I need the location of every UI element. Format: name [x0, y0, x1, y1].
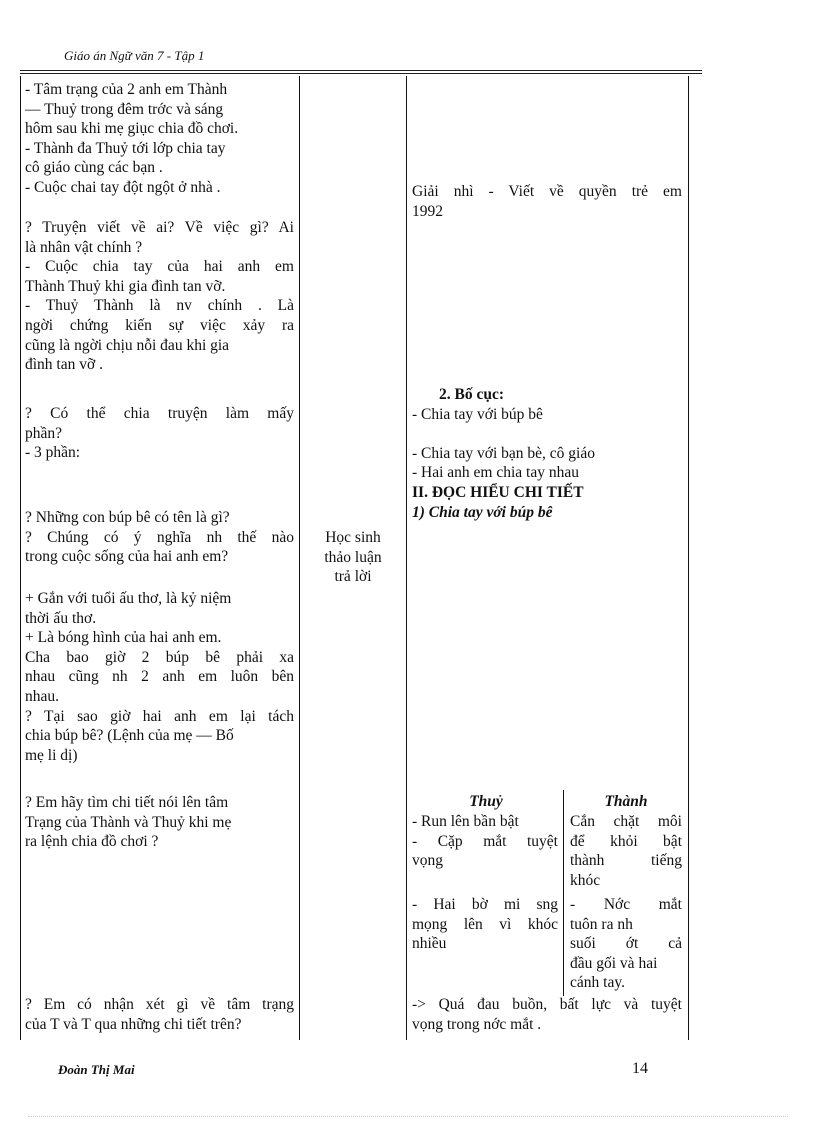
table-border-left: [20, 76, 21, 1040]
col1-block1: - Tâm trạng của 2 anh em Thành — Thuỷ trong đêm trớc và sáng hôm sau khi mẹ giục chia đồ chơi. - Thành đa Thuỷ tới lớp chia tay cô giáo cùng các bạn . - Cuộc chai tay đột ngột ở nhà .: [25, 81, 239, 196]
section-heading: II. ĐỌC HIỂU CHI TIẾT: [412, 483, 584, 501]
thuy-details-a: - Run lên bần bật - Cặp mắt tuyệt vọng: [412, 813, 558, 870]
page-number: 14: [632, 1060, 648, 1077]
thanh-details-b: - Nớc mắt tuôn ra nh suối ớt cả đầu gối và hai cánh tay.: [570, 896, 682, 992]
col1-block4: ? Những con búp bê có tên là gì? ? Chúng có ý nghĩa nh thế nào trong cuộc sống của hai anh em?: [25, 509, 294, 566]
col2-student-activity: Học sinh thảo luận trả lời: [324, 529, 382, 586]
page-header: Giáo án Ngữ văn 7 - Tập 1: [64, 48, 205, 63]
thuy-header: Thuỷ: [469, 793, 503, 810]
table-border-right: [688, 76, 689, 1040]
subsection-heading: 1) Chia tay với búp bê: [412, 503, 553, 521]
thanh-header: Thành: [604, 793, 648, 810]
col1-block7: ? Em có nhận xét gì về tâm trạng của T và T qua những chi tiết trên?: [25, 996, 294, 1033]
col1-block3: ? Có thể chia truyện làm mấy phần? - 3 phần:: [25, 405, 294, 462]
compare-divider: [563, 790, 564, 996]
footer-author: Đoàn Thị Mai: [58, 1062, 135, 1077]
footer-dotted-rule: [28, 1116, 788, 1117]
header-rule-top: [20, 70, 702, 71]
header-rule-bottom: [20, 73, 702, 74]
col3-layout: 2. Bố cục: - Chia tay với búp bê - Chia tay với bạn bè, cô giáo - Hai anh em chia tay nhau II. ĐỌC HIỂU CHI TIẾT 1) Chia tay với búp bê: [412, 385, 682, 522]
col1-block6: ? Em hãy tìm chi tiết nói lên tâm Trạng của Thành và Thuỷ khi mẹ ra lệnh chia đồ chơi ?: [25, 794, 232, 851]
col3-conclusion: -> Quá đau buồn, bất lực và tuyệt vọng trong nớc mắt .: [412, 996, 682, 1033]
table-divider-2: [406, 76, 407, 1040]
col3-award: Giải nhì - Viết về quyền trẻ em 1992: [412, 183, 682, 220]
col1-block5: + Gắn với tuổi ấu thơ, là kỷ niệm thời ấu thơ. + Là bóng hình của hai anh em. Cha bao giờ 2 búp bê phải xa nhau cũng nh 2 anh em luôn bên nhau. ? Tại sao giờ hai anh em lại tách chia búp bê? (Lệnh của mẹ — Bố mẹ li dị): [25, 590, 294, 764]
col1-block2: ? Truyện viết về ai? Về việc gì? Ai là nhân vật chính ? - Cuộc chia tay của hai anh em Thành Thuỷ khi gia đình tan vỡ. - Thuỷ Thành là nv chính . Là ngời chứng kiến sự việc xảy ra cũng là ngời chịu nỗi đau khi gia đình tan vỡ .: [25, 219, 294, 374]
thanh-details-a: Cắn chặt môi để khỏi bật thành tiếng khóc: [570, 813, 682, 889]
layout-heading: 2. Bố cục:: [439, 386, 505, 403]
thuy-details-b: - Hai bờ mi sng mọng lên vì khóc nhiều: [412, 896, 558, 953]
